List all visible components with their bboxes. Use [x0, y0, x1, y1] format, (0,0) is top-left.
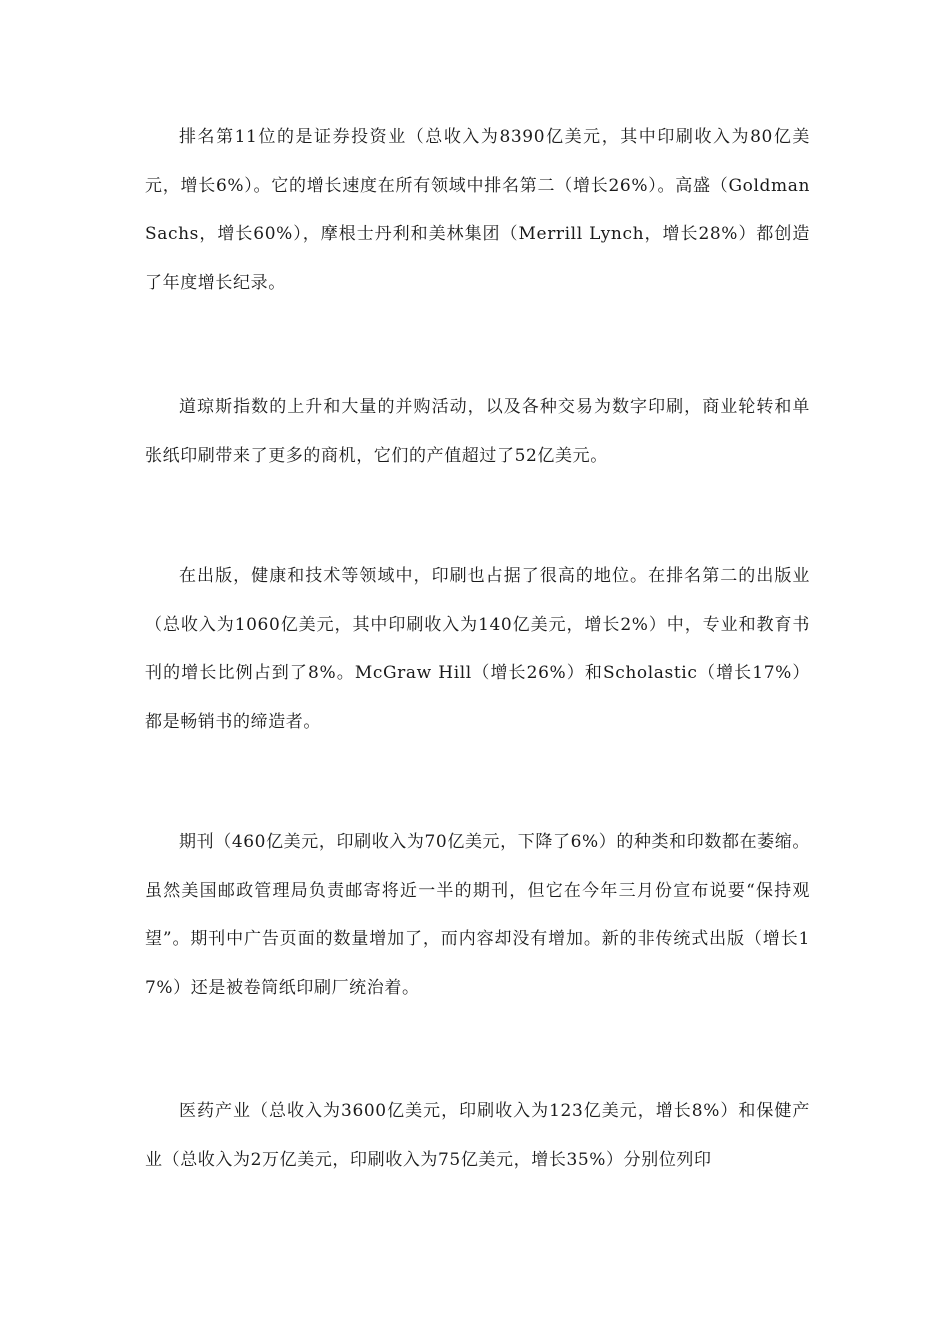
paragraph-publishing: 在出版，健康和技术等领域中，印刷也占据了很高的地位。在排名第二的出版业（总收入为1060亿美元，其中印刷收入为140亿美元，增长2%）中，专业和教育书刊的增长比例占到了8%。McGraw Hill（增长26%）和Scholastic（增长17%）都是畅销书的缔造者。 — [145, 566, 810, 732]
paragraph-periodicals: 期刊（460亿美元，印刷收入为70亿美元，下降了6%）的种类和印数都在萎缩。虽然美国邮政管理局负责邮寄将近一半的期刊，但它在今年三月份宣布说要“保持观望”。期刊中广告页面的数量增加了，而内容却没有增加。新的非传统式出版（增长17%）还是被卷筒纸印刷厂统治着。 — [145, 832, 810, 998]
paragraph-dow-jones: 道琼斯指数的上升和大量的并购活动，以及各种交易为数字印刷，商业轮转和单张纸印刷带来了更多的商机，它们的产值超过了52亿美元。 — [145, 397, 810, 466]
paragraph-securities-industry: 排名第11位的是证券投资业（总收入为8390亿美元，其中印刷收入为80亿美元，增长6%）。它的增长速度在所有领域中排名第二（增长26%）。高盛（Goldman Sachs，增长60%），摩根士丹利和美林集团（Merrill Lynch，增长28%）都创造了年度增长纪录。 — [145, 127, 810, 293]
paragraph-pharma-healthcare: 医药产业（总收入为3600亿美元，印刷收入为123亿美元，增长8%）和保健产业（总收入为2万亿美元，印刷收入为75亿美元，增长35%）分别位列印 — [145, 1101, 810, 1170]
